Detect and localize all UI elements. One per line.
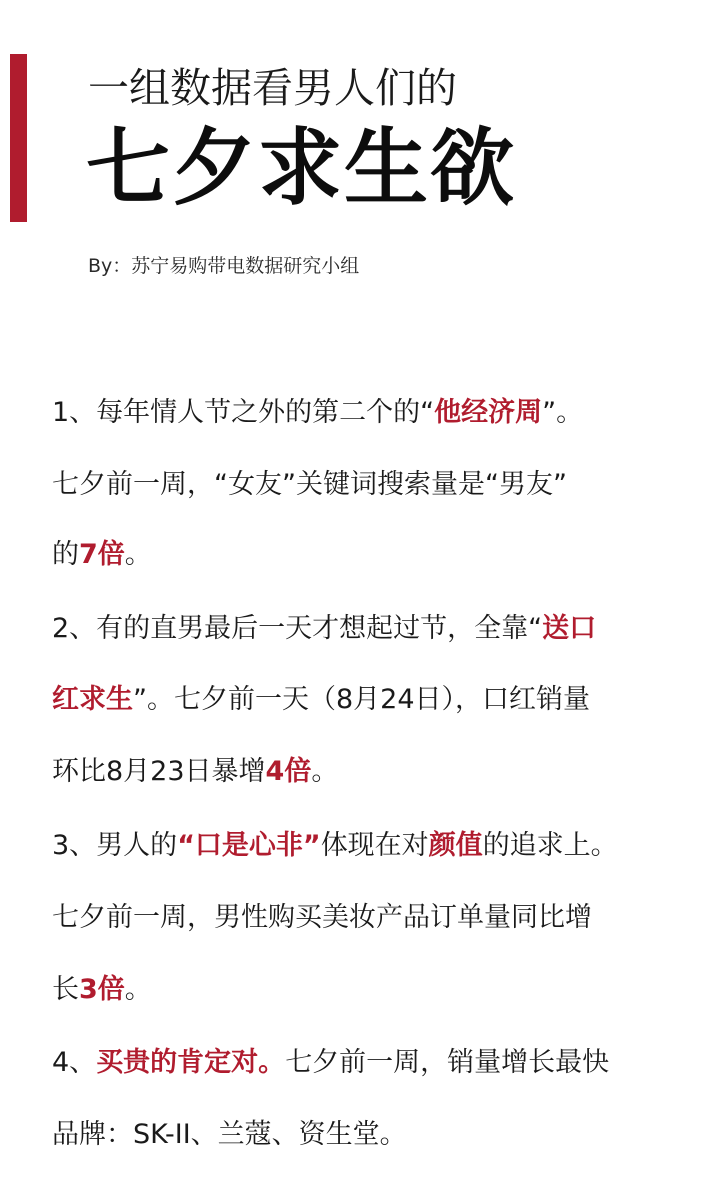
title-line-1: 一组数据看男人们的 bbox=[88, 64, 457, 112]
byline: By：苏宁易购带电数据研究小组 bbox=[88, 255, 360, 277]
p3-l3-highlight: 3倍 bbox=[79, 974, 125, 1005]
p3-line-3 bbox=[52, 972, 152, 1008]
p1-line-3 bbox=[52, 537, 152, 573]
p4-highlight: 买贵的肯定对。 bbox=[96, 1047, 286, 1078]
p3-line-2: 七夕前一周，男性购买美妆产品订单量同比增 bbox=[52, 902, 592, 933]
p2-l3-highlight: 4倍 bbox=[265, 756, 312, 787]
p3-line-1 bbox=[52, 828, 618, 864]
p2-l3-text-a: 环比8月23日暴增 bbox=[52, 756, 266, 787]
p2-line-1 bbox=[52, 611, 596, 647]
p2-l3-text-b: 。 bbox=[311, 756, 339, 787]
p3-text-b: 体现在对 bbox=[320, 830, 429, 861]
p2-highlight-1: 送口 bbox=[542, 613, 597, 644]
title-line-2: 七夕求生欲 bbox=[86, 119, 517, 217]
p3-l3-text-b: 。 bbox=[124, 974, 152, 1005]
accent-bar bbox=[10, 54, 27, 222]
p1-line-1 bbox=[52, 395, 583, 431]
p1-text-a: 1、每年情人节之外的第二个的“ bbox=[52, 397, 435, 428]
p3-text-c: 的追求上。 bbox=[482, 830, 618, 861]
p1-l3-highlight: 7倍 bbox=[79, 539, 125, 570]
p4-text-b: 七夕前一周，销量增长最快 bbox=[285, 1047, 610, 1078]
p2-text-a: 2、有的直男最后一天才想起过节，全靠“ bbox=[52, 613, 543, 644]
p1-l3-text-a: 的 bbox=[52, 539, 79, 570]
p2-line-2 bbox=[52, 682, 590, 718]
p1-text-b: ”。 bbox=[542, 397, 584, 428]
p2-l2-text-b: ”。七夕前一天（8月24日），口红销量 bbox=[133, 684, 591, 715]
p3-highlight-1: “口是心非” bbox=[177, 830, 321, 861]
p4-line-1 bbox=[52, 1045, 609, 1081]
p1-line-2: 七夕前一周，“女友”关键词搜索量是“男友” bbox=[52, 469, 567, 500]
p1-l3-text-b: 。 bbox=[124, 539, 152, 570]
p2-highlight-2: 红求生 bbox=[52, 684, 133, 715]
p4-text-a: 4、 bbox=[52, 1047, 97, 1078]
p4-line-2: 品牌：SK-II、兰蔻、资生堂。 bbox=[52, 1119, 407, 1150]
p3-l3-text-a: 长 bbox=[52, 974, 79, 1005]
p1-highlight: 他经济周 bbox=[434, 397, 543, 428]
p3-text-a: 3、男人的 bbox=[52, 830, 178, 861]
p3-highlight-2: 颜值 bbox=[428, 830, 483, 861]
p2-line-3 bbox=[52, 754, 338, 790]
